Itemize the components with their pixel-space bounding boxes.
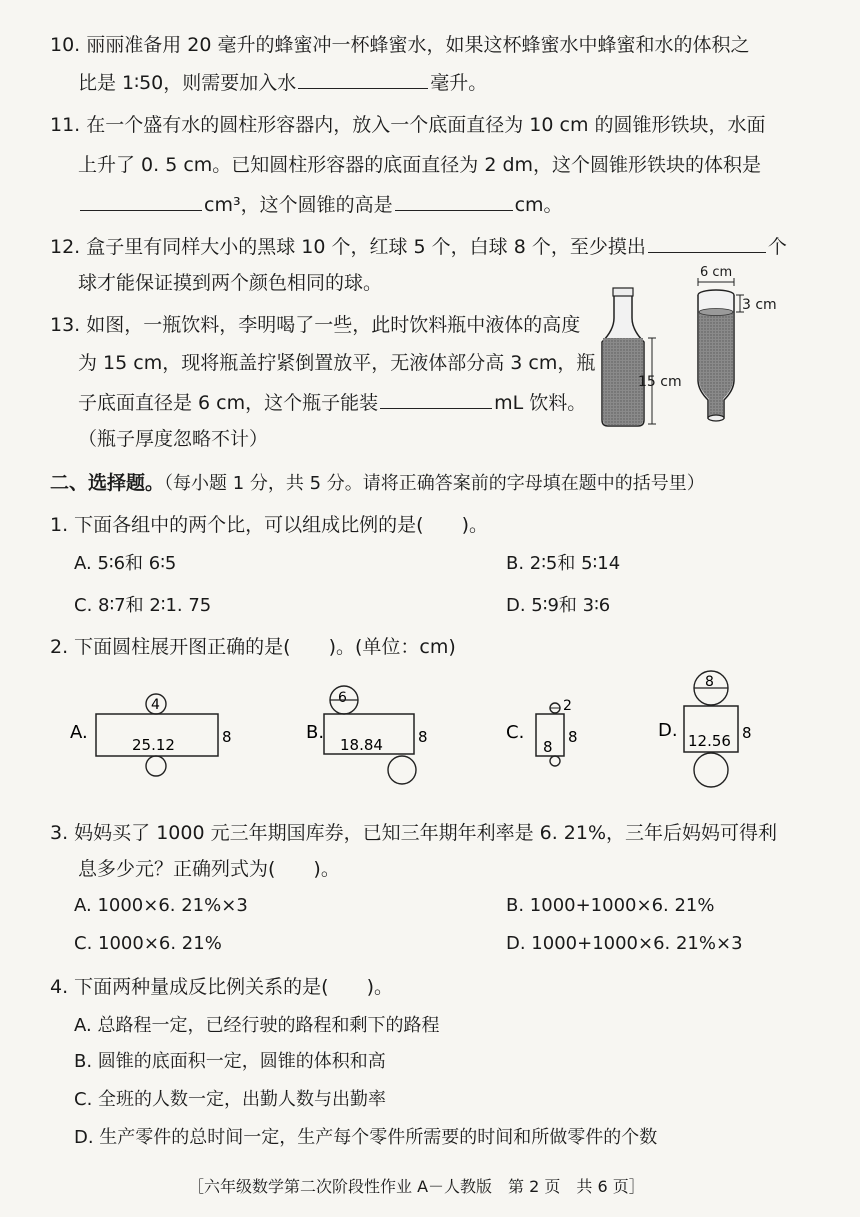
label-6cm: 6 cm [700,265,733,280]
upright-bottle [602,288,656,426]
label-3cm: 3 cm [742,297,777,313]
page-footer: ［六年级数学第二次阶段性作业 A－人教版 第 2 页 共 6 页］ [188,1177,645,1196]
q12-text-a: 12. 盒子里有同样大小的黑球 10 个，红球 5 个，白球 8 个，至少摸出 [50,236,646,258]
q13-line3 [78,388,586,416]
q11-volume-blank[interactable] [80,190,202,211]
option-a-side-label: 8 [222,728,232,746]
s2-q2-option-c[interactable] [506,698,578,766]
q11-line2: 上升了 0. 5 cm。已知圆柱形容器的底面直径为 2 dm，这个圆锥形铁块的体积是 [78,154,762,176]
q12-answer-blank[interactable] [648,232,766,253]
s2-q2-option-a[interactable] [70,694,232,776]
option-a-circle-label: 4 [151,697,160,713]
s2-q4-option-b[interactable]: B. 圆锥的底面积一定，圆锥的体积和高 [74,1051,386,1072]
s2-q4-stem: 4. 下面两种量成反比例关系的是( )。 [50,976,393,998]
s2-q1-option-a[interactable]: A. 5∶6和 6∶5 [74,553,177,574]
option-a-rect-label: 25.12 [132,736,175,754]
option-d-circle-label: 8 [705,674,714,690]
section2-note: （每小题 1 分，共 5 分。请将正确答案前的字母填在题中的括号里） [164,473,705,494]
option-d-rect-label: 12.56 [688,732,731,750]
q11-text-b: cm。 [514,194,563,216]
q13-answer-blank[interactable] [380,388,492,409]
q10-answer-blank[interactable] [298,68,428,89]
s2-q3-option-c[interactable]: C. 1000×6. 21% [74,933,222,954]
section2-title: 二、选择题。 [50,472,165,494]
s2-q4-option-d[interactable]: D. 生产零件的总时间一定，生产每个零件所需要的时间和所做零件的个数 [74,1127,658,1148]
s2-q1-stem: 1. 下面各组中的两个比，可以组成比例的是( )。 [50,514,488,536]
s2-q2-option-d[interactable] [658,671,752,787]
option-b-circle-label: 6 [338,690,347,706]
s2-q3-line1: 3. 妈妈买了 1000 元三年期国库券，已知三年期年利率是 6. 21%，三年后妈妈可得利 [50,822,778,844]
s2-q4-option-a[interactable]: A. 总路程一定，已经行驶的路程和剩下的路程 [74,1015,440,1036]
s2-q4-option-c[interactable]: C. 全班的人数一定，出勤人数与出勤率 [74,1089,387,1110]
option-d-letter: D. [658,720,678,741]
q10-text-a: 比是 1∶50，则需要加入水 [78,72,297,94]
option-d-side-label: 8 [742,724,752,742]
option-c-rect-label: 8 [543,738,553,756]
label-15cm: 15 cm [638,374,682,390]
s2-q3-option-d[interactable]: D. 1000+1000×6. 21%×3 [506,933,743,954]
s2-q3-option-a[interactable]: A. 1000×6. 21%×3 [74,895,248,916]
option-b-rect-label: 18.84 [340,736,383,754]
s2-q2-stem: 2. 下面圆柱展开图正确的是( )。(单位：cm) [50,636,456,658]
q13-text-a: 子底面直径是 6 cm，这个瓶子能装 [78,392,379,414]
q11-text-a: cm³，这个圆锥的高是 [204,194,393,216]
q12-line1 [50,232,787,260]
bottle-figure [590,262,790,432]
s2-q1-option-d[interactable]: D. 5∶9和 3∶6 [506,595,611,616]
option-c-letter: C. [506,722,525,743]
q13-line1: 13. 如图，一瓶饮料，李明喝了一些，此时饮料瓶中液体的高度 [50,314,581,336]
s2-q3-option-b[interactable]: B. 1000+1000×6. 21% [506,895,715,916]
option-b-letter: B. [306,722,325,743]
q11-height-blank[interactable] [395,190,513,211]
q13-line2: 为 15 cm，现将瓶盖拧紧倒置放平，无液体部分高 3 cm，瓶 [78,352,596,374]
q10-text-b: 毫升。 [430,72,488,94]
q10-line1: 10. 丽丽准备用 20 毫升的蜂蜜冲一杯蜂蜜水，如果这杯蜂蜜水中蜂蜜和水的体积之 [50,34,750,56]
s2-q1-option-b[interactable]: B. 2∶5和 5∶14 [506,553,621,574]
q11-line1: 11. 在一个盛有水的圆柱形容器内，放入一个底面直径为 10 cm 的圆锥形铁块，水面 [50,114,766,136]
s2-q3-line2: 息多少元？正确列式为( )。 [78,858,340,880]
q12-line2: 球才能保证摸到两个颜色相同的球。 [78,272,383,294]
option-c-circle-label: 2 [563,698,572,714]
q13-line4: （瓶子厚度忽略不计） [78,428,269,450]
option-c-side-label: 8 [568,728,578,746]
s2-q2-option-b[interactable] [306,686,428,784]
q13-text-b: mL 饮料。 [494,392,587,414]
cylinder-nets [60,670,840,822]
q12-text-b: 个 [767,236,787,258]
section2-header [50,470,705,497]
q11-line3 [78,190,563,218]
inverted-bottle [698,278,744,421]
s2-q1-option-c[interactable]: C. 8∶7和 2∶1. 75 [74,595,212,616]
option-b-side-label: 8 [418,728,428,746]
q10-line2 [78,68,487,96]
option-a-letter: A. [70,722,88,743]
